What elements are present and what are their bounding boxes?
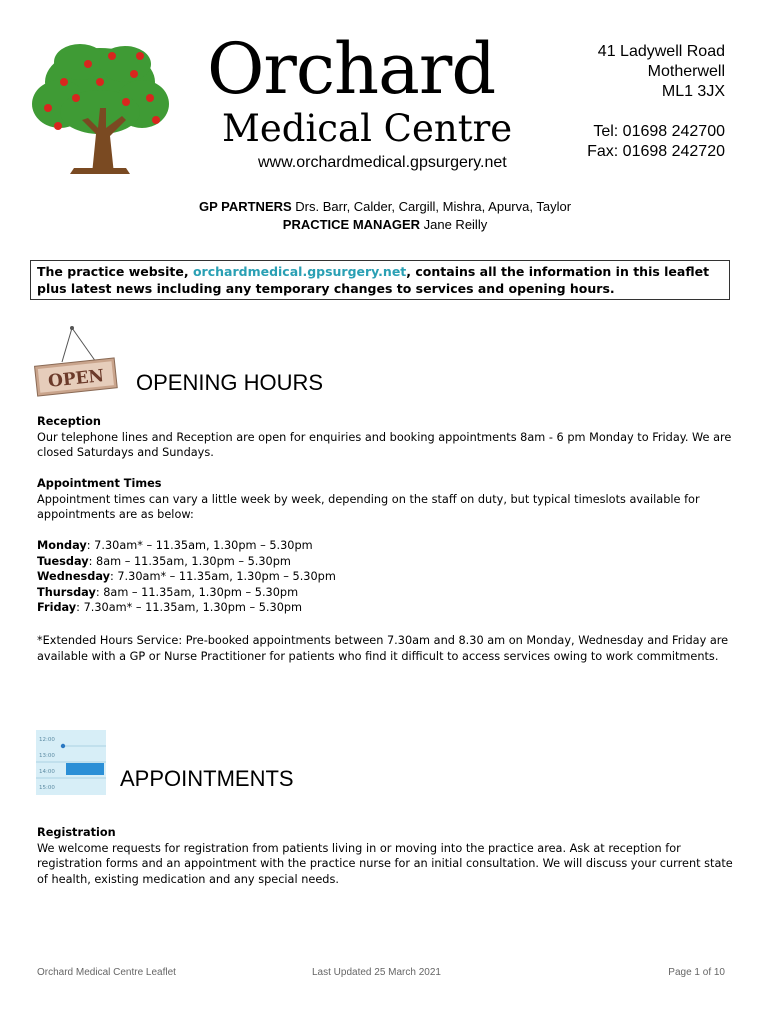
staff-block — [0, 198, 770, 234]
footer-page-number: Page 1 of 10 — [668, 967, 725, 978]
calendar-time: 15:00 — [39, 785, 55, 791]
section-title-appointments: APPOINTMENTS — [120, 766, 294, 791]
calendar-time: 14:00 — [39, 769, 55, 775]
footer-center: Last Updated 25 March 2021 — [312, 967, 441, 978]
reception-text: Our telephone lines and Reception are open for enquiries and booking appointments 8am - 6 pm Monday to Friday. We are closed Saturdays and Sundays. — [37, 430, 732, 459]
day-times: : 8am – 11.35am, 1.30pm – 5.30pm — [88, 554, 291, 568]
fax: Fax: 01698 242720 — [587, 143, 725, 160]
day-times: : 8am – 11.35am, 1.30pm – 5.30pm — [95, 585, 299, 599]
manager-label: PRACTICE MANAGER — [282, 217, 421, 232]
list-item — [37, 600, 737, 616]
calendar-time: 13:00 — [39, 753, 55, 759]
practice-manager — [0, 216, 770, 234]
contact-block — [587, 122, 725, 162]
appointment-times-heading: Appointment Times — [37, 477, 162, 490]
open-sign-text: OPEN — [47, 366, 106, 392]
address-line: Motherwell — [647, 63, 725, 80]
reception-section — [37, 414, 737, 461]
day-name: Tuesday — [37, 554, 89, 568]
day-times: : 7.30am* – 11.35am, 1.30pm – 5.30pm — [86, 539, 313, 552]
day-name: Wednesday — [37, 570, 110, 583]
extended-hours-note: *Extended Hours Service: Pre-booked appointments between 7.30am and 8.30 am on Monday, Wednesday and Friday are available with a GP or Nurse Practitioner for patients who find it difficult to access services owing to work commitments. — [37, 634, 729, 663]
list-item — [37, 569, 737, 585]
appointment-times-text: Appointment times can vary a little week by week, depending on the staff on duty, but typical timeslots available for appointments are as below: — [37, 492, 700, 521]
gp-partners — [0, 198, 770, 216]
day-times: : 7.30am* – 11.35am, 1.30pm – 5.30pm — [76, 601, 303, 614]
day-name: Friday — [37, 601, 77, 614]
list-item — [37, 554, 737, 570]
registration-text: We welcome requests for registration from patients living in or moving into the practice area. Ask at reception for registration forms and an appointment with the practice nurse for an initial consultation. We will discuss your current state of health, existing medication and any special needs. — [37, 841, 733, 886]
manager-value: Jane Reilly — [420, 217, 488, 232]
list-item — [37, 538, 737, 554]
registration-heading: Registration — [37, 826, 116, 839]
address-line: ML1 3JX — [661, 83, 725, 100]
list-item — [37, 585, 737, 601]
day-name: Thursday — [37, 585, 96, 599]
brand-website[interactable]: www.orchardmedical.gpsurgery.net — [258, 154, 507, 171]
appointment-times-section — [37, 476, 737, 523]
footer-left: Orchard Medical Centre Leaflet — [37, 967, 176, 978]
day-times: : 7.30am* – 11.35am, 1.30pm – 5.30pm — [109, 570, 336, 583]
registration-section — [37, 825, 737, 887]
address-line: 41 Ladywell Road — [597, 43, 725, 60]
open-sign-icon — [32, 322, 120, 402]
notice-link[interactable]: orchardmedical.gpsurgery.net — [192, 264, 407, 279]
reception-heading: Reception — [37, 415, 101, 428]
apple-tree-icon — [30, 42, 170, 174]
brand-name: Orchard — [207, 28, 496, 110]
calendar-icon — [36, 730, 106, 795]
section-title-opening-hours: OPENING HOURS — [136, 370, 324, 395]
notice-prefix: The practice website, — [37, 264, 193, 279]
website-notice — [30, 260, 730, 300]
partners-value: Drs. Barr, Calder, Cargill, Mishra, Apurva, Taylor — [291, 199, 572, 214]
partners-label: GP PARTNERS — [198, 199, 292, 214]
weekly-timeslots — [37, 538, 737, 616]
brand-subtitle: Medical Centre — [222, 107, 513, 150]
telephone: Tel: 01698 242700 — [593, 123, 725, 140]
day-name: Monday — [37, 539, 87, 552]
notice-suffix: , contains all the information in this leaflet plus latest news including any temporary changes to services and opening hours. — [37, 264, 710, 296]
address-block — [598, 42, 725, 102]
calendar-time: 12:00 — [39, 737, 55, 743]
